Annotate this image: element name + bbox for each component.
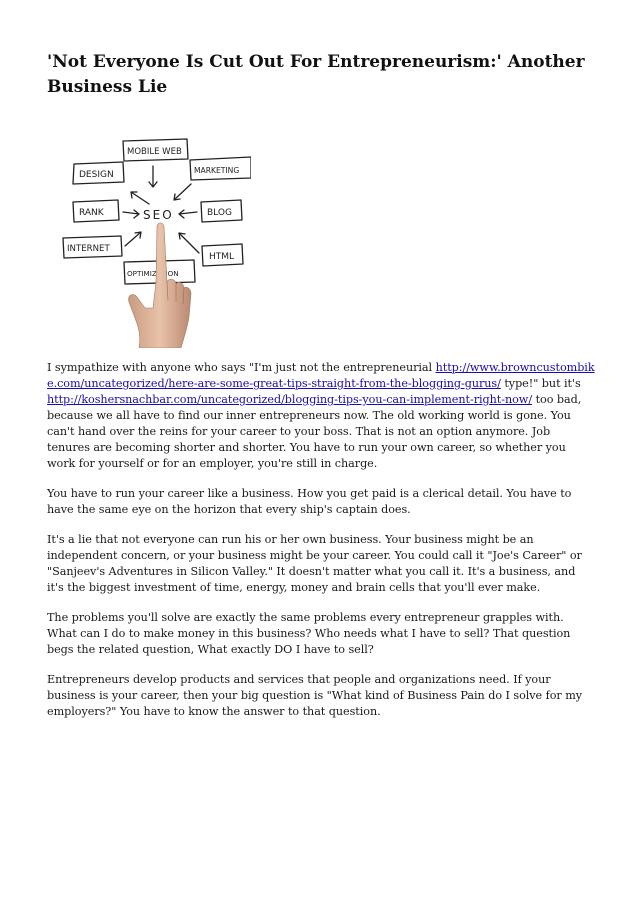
seo-hand-illustration [61,132,251,348]
label-blog: BLOG [207,208,232,218]
arrow-mobile [149,166,157,187]
p1-text-1: I sympathize with anyone who says "I'm just not the entrepreneurial [47,361,436,374]
arrow-html [179,233,199,253]
arrow-design [131,192,149,204]
arrow-marketing [174,184,191,200]
label-design: DESIGN [79,170,114,180]
arrow-rank [123,210,139,218]
label-html: HTML [209,252,235,262]
arrow-blog [179,210,197,218]
label-mobile-web: MOBILE WEB [127,147,182,157]
inline-link-1[interactable]: http://www.browncustombike.com/uncategorized/here-are-some-great-tips-straight-from-the-blogging-gurus/ [47,361,595,390]
paragraph-5: Entrepreneurs develop products and services that people and organizations need. If your business is your career, then your big question is "What kind of Business Pain do I solve for my employers?" You have to know the answer to that question. [47,673,583,718]
label-seo: SEO [143,208,174,222]
label-optimization: OPTIMIZATION [127,269,179,278]
label-marketing: MARKETING [194,166,240,175]
paragraph-3: It's a lie that not everyone can run his or her own business. Your business might be an independent concern, or your business might be your career. You could call it "Joe's Career" or "Sanjeev's Adventures in Silicon Valley." It doesn't matter what you call it. It's a business, and it's the biggest investment of time, energy, money and brain cells that you'll ever make. [47,533,582,594]
arrow-internet [125,232,141,246]
inline-link-2[interactable]: http://koshersnachbar.com/uncategorized/blogging-tips-you-can-implement-right-now/ [47,393,533,406]
p1-text-3: too bad, because we all have to find our inner entrepreneurs now. The old working world is gone. You can't hand over the reins for your career to your boss. That is not an option anymore. Job tenures are becoming shorter and shorter. You have to run your own career, so whether you work for yourself or for an employer, you're still in charge. [47,393,582,470]
p1-text-2: type!" but it's [500,377,581,390]
article-body [47,360,595,734]
hand-pointing-icon [129,223,191,348]
paragraph-2: You have to run your career like a business. How you get paid is a clerical detail. You have to have the same eye on the horizon that every ship's captain does. [47,487,572,516]
label-rank: RANK [79,208,104,218]
seo-diagram [61,132,251,348]
paragraph-1 [47,360,595,472]
label-internet: INTERNET [67,244,110,254]
paragraph-4: The problems you'll solve are exactly the same problems every entrepreneur grapples with. What can I do to make money in this business? Who needs what I have to sell? That question begs the related question, What exactly DO I have to sell? [47,611,571,656]
article-title: 'Not Everyone Is Cut Out For Entrepreneurism:' Another Business Lie [47,52,585,97]
